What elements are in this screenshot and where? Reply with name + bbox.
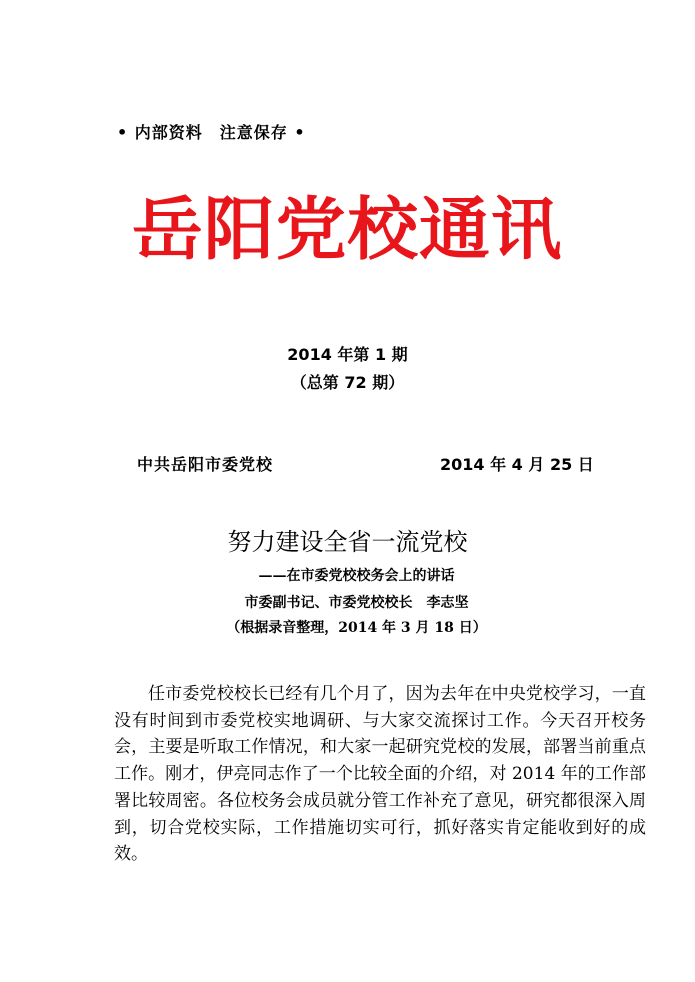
article-author: 市委副书记、市委党校校长 李志坚	[244, 595, 469, 611]
confidential-notice: • 内部资料 注意保存 •	[117, 123, 306, 142]
masthead-title: 岳阳党校通讯	[132, 190, 563, 270]
publication-date: 2014 年 4 月 25 日	[440, 455, 594, 474]
issue-number: 2014 年第 1 期	[287, 345, 408, 364]
article-body: 任市委党校校长已经有几个月了，因为去年在中央党校学习，一直没有时间到市委党校实地调研、与大家交流探讨工作。今天召开校务会，主要是听取工作情况，和大家一起研究党校的发展，部署当前重点工作。刚才，伊亮同志作了一个比较全面的介绍，对 2014 年的工作部署比较周密。各位校务会成员就分管工作补充了意见，研究都很深入周到，切合党校实际，工作措施切实可行，抓好落实肯定能收到好的成效。	[114, 684, 646, 865]
publisher-name: 中共岳阳市委党校	[137, 455, 274, 474]
article-subtitle: ——在市委党校校务会上的讲话	[258, 568, 455, 584]
article-note: （根据录音整理，2014 年 3 月 18 日）	[226, 620, 487, 636]
article-title: 努力建设全省一流党校	[227, 528, 468, 556]
issue-total-number: （总第 72 期）	[290, 373, 405, 392]
